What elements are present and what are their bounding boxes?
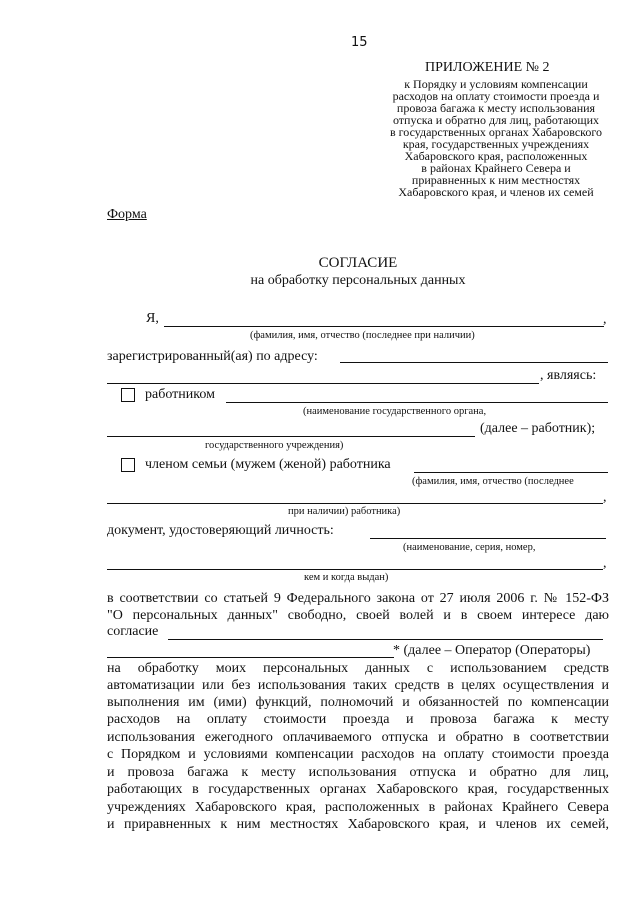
header-line: приравненных к ним местностях bbox=[411, 173, 581, 187]
body-line: выполнения им (ими) функций, полномочий и обязанностей по компенсации bbox=[107, 695, 609, 710]
header-line: Хабаровского края, расположенных bbox=[404, 149, 588, 163]
appendix-reference bbox=[376, 78, 616, 198]
i-label: Я, bbox=[146, 311, 159, 326]
header-line: края, государственных учреждениях bbox=[402, 137, 590, 151]
header-line: Хабаровского края, и членов их семей bbox=[398, 185, 594, 199]
id-hint-2: кем и когда выдан) bbox=[304, 572, 389, 583]
page-number: 15 bbox=[351, 35, 368, 50]
being-label: , являясь: bbox=[540, 368, 597, 383]
doc-title: СОГЛАСИЕ bbox=[318, 255, 398, 271]
header-line: отпуска и обратно для лиц, работающих bbox=[392, 113, 600, 127]
id-line[interactable] bbox=[370, 538, 606, 539]
id-label: документ, удостоверяющий личность: bbox=[107, 523, 334, 538]
family-tail: , bbox=[603, 490, 607, 505]
body-line: и провоза багажа к месту использования отпуска и обратно для лиц, bbox=[107, 765, 609, 780]
id-tail: , bbox=[603, 556, 607, 571]
worker-checkbox[interactable] bbox=[121, 388, 135, 402]
header-line: в государственных органах Хабаровского bbox=[389, 125, 602, 139]
worker-label: работником bbox=[145, 387, 215, 402]
header-line: провоза багажа к месту использования bbox=[396, 101, 596, 115]
fio-tail: , bbox=[603, 312, 607, 327]
body-line: использования ежегодного оплачиваемого отпуска и обратно в соответствии bbox=[107, 730, 609, 745]
worker-fio-line[interactable] bbox=[414, 472, 608, 473]
family-member-checkbox[interactable] bbox=[121, 458, 135, 472]
fio-line[interactable] bbox=[164, 326, 604, 327]
header-line: в районах Крайнего Севера и bbox=[421, 161, 571, 175]
body-line: в соответствии со статьей 9 Федерального закона от 27 июля 2006 г. № 152-ФЗ bbox=[107, 591, 609, 606]
operator-line[interactable] bbox=[168, 639, 603, 640]
consent-label: согласие bbox=[107, 624, 159, 639]
org-line[interactable] bbox=[226, 402, 608, 403]
org-hint: (наименование государственного органа, bbox=[303, 406, 487, 417]
body-line: работающих в государственных органах Хабаровского края, государственных bbox=[107, 782, 609, 797]
id-line-2[interactable] bbox=[107, 569, 603, 570]
header-line: расходов на оплату стоимости проезда и bbox=[392, 89, 600, 103]
operator-line-2[interactable] bbox=[107, 657, 394, 658]
operator-tail: * (далее – Оператор (Операторы) bbox=[393, 643, 591, 658]
body-line: учреждениях Хабаровского края, расположенных в районах Крайнего Севера bbox=[107, 800, 609, 815]
family-hint: (фамилия, имя, отчество (последнее bbox=[412, 476, 574, 487]
body-line: "О персональных данных" свободно, своей волей и в своем интересе даю bbox=[107, 608, 609, 623]
family-label: членом семьи (мужем (женой) работника bbox=[145, 457, 391, 472]
family-hint-2: при наличии) работника) bbox=[288, 506, 401, 517]
org-line-2[interactable] bbox=[107, 436, 475, 437]
address-line[interactable] bbox=[340, 362, 608, 363]
address-line-2[interactable] bbox=[107, 383, 539, 384]
fio-hint: (фамилия, имя, отчество (последнее при наличии) bbox=[250, 330, 475, 341]
doc-subtitle: на обработку персональных данных bbox=[250, 273, 466, 288]
header-line: к Порядку и условиям компенсации bbox=[404, 77, 588, 91]
worker-fio-line-2[interactable] bbox=[107, 503, 603, 504]
body-line: расходов на оплату стоимости проезда и провоза багажа к месту bbox=[107, 712, 609, 727]
body-line: на обработку моих персональных данных с использованием средств bbox=[107, 661, 609, 676]
body-line: и приравненных к ним местностях Хабаровского края, и членов их семей, bbox=[107, 817, 609, 832]
form-label: Форма bbox=[107, 207, 147, 222]
body-line: автоматизации или без использования таких средств в целях осуществления и bbox=[107, 678, 609, 693]
inst-hint: государственного учреждения) bbox=[205, 440, 344, 451]
id-hint: (наименование, серия, номер, bbox=[403, 542, 536, 553]
address-label: зарегистрированный(ая) по адресу: bbox=[107, 349, 318, 364]
appendix-title: ПРИЛОЖЕНИЕ № 2 bbox=[425, 60, 550, 75]
worker-tail: (далее – работник); bbox=[480, 421, 596, 436]
body-line: с Порядком и условиями компенсации расходов на оплату стоимости проезда bbox=[107, 747, 609, 762]
